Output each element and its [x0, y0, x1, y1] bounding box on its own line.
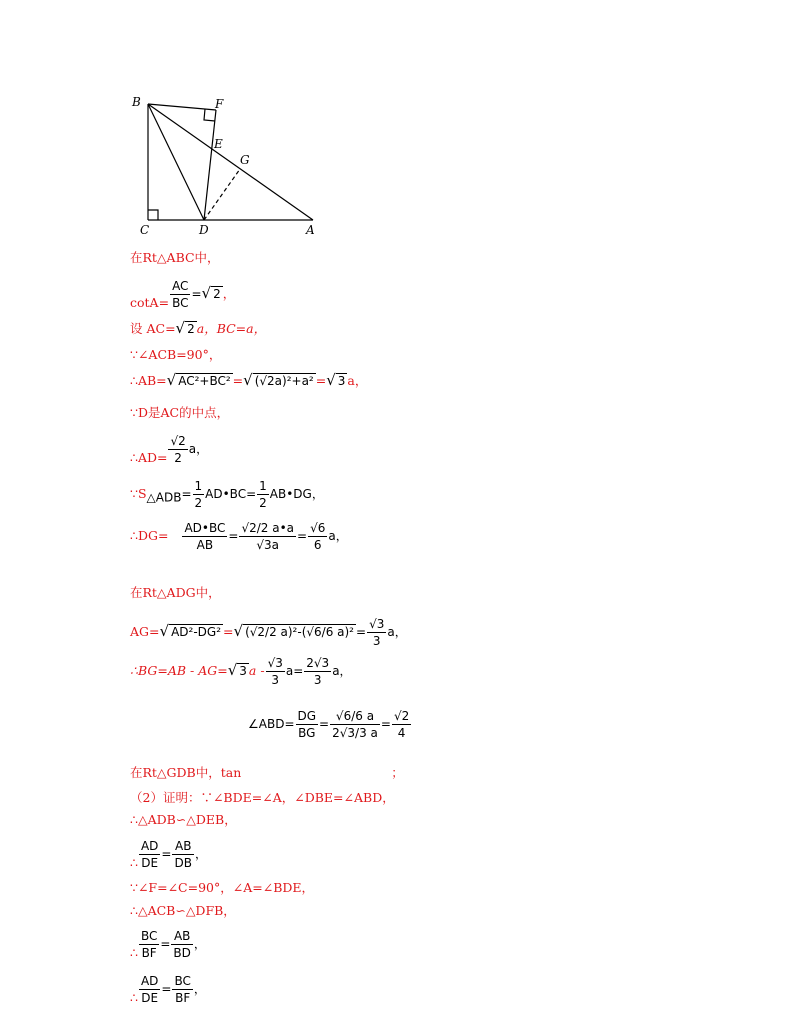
frac-den: BG — [298, 726, 316, 740]
line-in-rt-abc: 在Rt△ABC中， — [130, 250, 220, 265]
line-dg — [130, 520, 348, 553]
radicand: 2 — [213, 287, 221, 301]
text: a - — [248, 663, 265, 678]
line-angle-acb: ∵∠ACB=90°， — [130, 347, 222, 362]
frac-num: AB — [172, 838, 193, 855]
frac-den: 2 — [174, 451, 182, 465]
frac-root6-6 — [308, 520, 327, 553]
frac-num: 1 — [259, 479, 267, 493]
sqrt-3: √ 3 — [326, 371, 346, 389]
line-bg — [130, 655, 352, 688]
punct: ， — [222, 286, 236, 301]
frac-num: √2 — [393, 709, 410, 723]
sqrt-3: √ 3 — [227, 661, 247, 679]
line-ag — [130, 616, 407, 649]
label-a: A — [306, 223, 315, 237]
frac-den: 3 — [271, 673, 280, 687]
sqrt-2: √ 2 — [175, 319, 195, 337]
text: ， — [193, 982, 206, 996]
subscript: △ADB — [146, 490, 182, 505]
equals: = — [232, 373, 244, 388]
frac-complex — [330, 708, 380, 741]
frac-ad-de — [139, 973, 160, 1006]
text: AD•BC= — [205, 487, 257, 501]
text: ∴ — [130, 855, 138, 870]
segment-bd — [148, 104, 204, 220]
sqrt-expr: √ (√2/2 a)²-(√6/6 a)² — [233, 622, 354, 640]
equals: = — [356, 625, 367, 639]
text: ∴ — [130, 990, 138, 1005]
frac-num: √3 — [369, 617, 385, 631]
line-in-rt-adg: 在Rt△ADG中， — [130, 585, 221, 600]
text: ∴BG=AB - AG= — [130, 663, 228, 678]
frac-den: DE — [141, 856, 159, 870]
frac-num: AD — [140, 839, 159, 853]
label-e: E — [214, 137, 223, 151]
frac-num: AD — [140, 974, 159, 988]
text: AB•DG， — [269, 487, 324, 501]
radicand: AC²+BC² — [178, 374, 231, 388]
line-tan-abd — [248, 708, 412, 741]
frac-num: 1 — [194, 479, 203, 493]
frac-den: 2 — [259, 496, 267, 510]
frac-den: 2 — [194, 496, 203, 510]
frac-root2-4 — [392, 708, 411, 741]
frac-num: √2/2 a•a — [241, 521, 294, 535]
frac-root3-3 — [367, 616, 386, 649]
line-proof-2: （2）证明：∵∠BDE=∠A，∠DBE=∠ABD， — [130, 790, 395, 805]
geometry-figure — [128, 92, 328, 242]
line-area — [130, 478, 324, 511]
frac-den: 3 — [372, 634, 381, 648]
frac-num: √2 — [170, 434, 186, 448]
segment-bf — [148, 104, 216, 110]
frac-den: 3 — [313, 673, 322, 687]
frac-den: DB — [174, 856, 192, 870]
frac-dg-bg — [296, 708, 319, 741]
frac-num: AC — [170, 278, 190, 295]
radicand: AD²-DG² — [171, 625, 222, 639]
radicand: 3 — [337, 374, 346, 388]
line-angle-f-c: ∵∠F=∠C=90°，∠A=∠BDE， — [130, 880, 315, 895]
sqrt-ad2-dg2: √ AD²-DG² — [159, 622, 222, 640]
frac-num: BC — [140, 929, 158, 943]
punct: a， — [347, 373, 368, 388]
frac-half — [257, 478, 269, 511]
line-cot-a — [130, 275, 235, 311]
text: ∴ — [130, 945, 138, 960]
text: ∴DG= — [130, 528, 169, 543]
line-d-midpoint: ∵D是AC的中点， — [130, 405, 230, 420]
label-d: D — [199, 223, 209, 237]
frac-ad-de — [139, 838, 160, 871]
sqrt-expr: √ (√2a)²+a² — [243, 371, 314, 389]
text: a，BC=a， — [196, 321, 267, 336]
text: a， — [332, 664, 352, 678]
frac-ab-bd — [171, 928, 192, 961]
text: 设 AC= — [130, 321, 176, 336]
text: ∠ABD= — [248, 717, 295, 731]
frac-ab-db — [172, 838, 193, 871]
line-ad — [130, 428, 208, 466]
frac-den: BF — [175, 991, 191, 1005]
segment-fd — [204, 110, 216, 220]
radicand: 3 — [239, 664, 247, 678]
frac-den: BF — [141, 946, 157, 960]
text: ∴AB= — [130, 373, 167, 388]
right-angle-c — [148, 210, 158, 220]
line-ratio-bc-bf — [130, 923, 206, 961]
line-ab — [130, 372, 367, 389]
frac-2root3-3 — [304, 655, 331, 688]
text: AG= — [130, 624, 160, 639]
frac-num: √6 — [310, 521, 326, 535]
text: ， — [194, 847, 207, 861]
radicand: (√2a)²+a² — [254, 374, 314, 388]
label-c: C — [140, 223, 150, 237]
cot-a-label: cotA= — [130, 295, 170, 310]
line-in-rt-gdb — [130, 765, 404, 781]
line-ratio-ad-de-bc-bf — [130, 968, 206, 1006]
frac-root3-3 — [266, 655, 285, 688]
punct: ； — [391, 765, 404, 780]
line-similar-acb-dfb: ∴△ACB∽△DFB， — [130, 903, 236, 918]
text: a= — [285, 664, 304, 678]
line-similar-adb-deb: ∴△ADB∽△DEB， — [130, 812, 237, 827]
radicand: (√2/2 a)²-(√6/6 a)² — [245, 625, 354, 639]
frac-num: BC — [174, 974, 191, 988]
radicand: 2 — [187, 322, 195, 336]
frac-bc-bf — [172, 973, 192, 1006]
text: a， — [387, 625, 407, 639]
segment-ba — [148, 104, 313, 220]
label-b: B — [132, 95, 141, 109]
frac-half — [193, 478, 205, 511]
text: a， — [328, 529, 348, 543]
text: 在Rt△GDB中，tan — [130, 765, 242, 780]
equals: = — [161, 982, 172, 996]
sqrt-ac2-bc2: √ AC²+BC² — [166, 371, 231, 389]
equals: = — [380, 717, 391, 731]
frac-bc-bf — [139, 928, 159, 961]
frac-num: AD•BC — [184, 521, 226, 535]
frac-den: AB — [196, 538, 214, 552]
frac-num: DG — [297, 709, 317, 723]
frac-ad-bc-ab — [182, 520, 227, 553]
sqrt-2: √ 2 — [201, 284, 221, 302]
frac-complex — [239, 520, 296, 553]
frac-den: √3a — [256, 538, 280, 552]
right-angle-f — [204, 109, 215, 121]
frac-num: √6/6 a — [330, 708, 380, 725]
label-g: G — [240, 153, 250, 167]
equals: = — [228, 529, 239, 543]
text: ， — [193, 937, 206, 951]
text: ∵S — [130, 486, 147, 501]
equals: = — [223, 624, 234, 639]
frac-den: DE — [141, 991, 159, 1005]
equals: = — [315, 373, 327, 388]
frac-root2-2 — [168, 433, 187, 466]
line-set-ac — [130, 320, 266, 337]
text: ∴AD= — [130, 450, 168, 465]
equals: = — [161, 847, 172, 861]
segment-dg-dashed — [204, 169, 240, 220]
equals: = — [191, 287, 202, 301]
equals: = — [181, 487, 192, 501]
equals: = — [319, 717, 330, 731]
equals: = — [297, 529, 308, 543]
frac-num: AB — [171, 928, 192, 945]
frac-den: 2√3/3 a — [332, 726, 378, 740]
frac-den: BD — [173, 946, 191, 960]
label-f: F — [215, 97, 224, 111]
equals: = — [160, 937, 171, 951]
frac-den: 6 — [313, 538, 322, 552]
frac-ac-bc — [170, 278, 190, 311]
text: a， — [188, 442, 209, 456]
frac-den: 4 — [397, 726, 406, 740]
frac-den: BC — [172, 296, 189, 310]
frac-num: 2√3 — [306, 656, 330, 670]
line-ratio-ad-de — [130, 833, 207, 871]
frac-num: √3 — [267, 656, 283, 670]
